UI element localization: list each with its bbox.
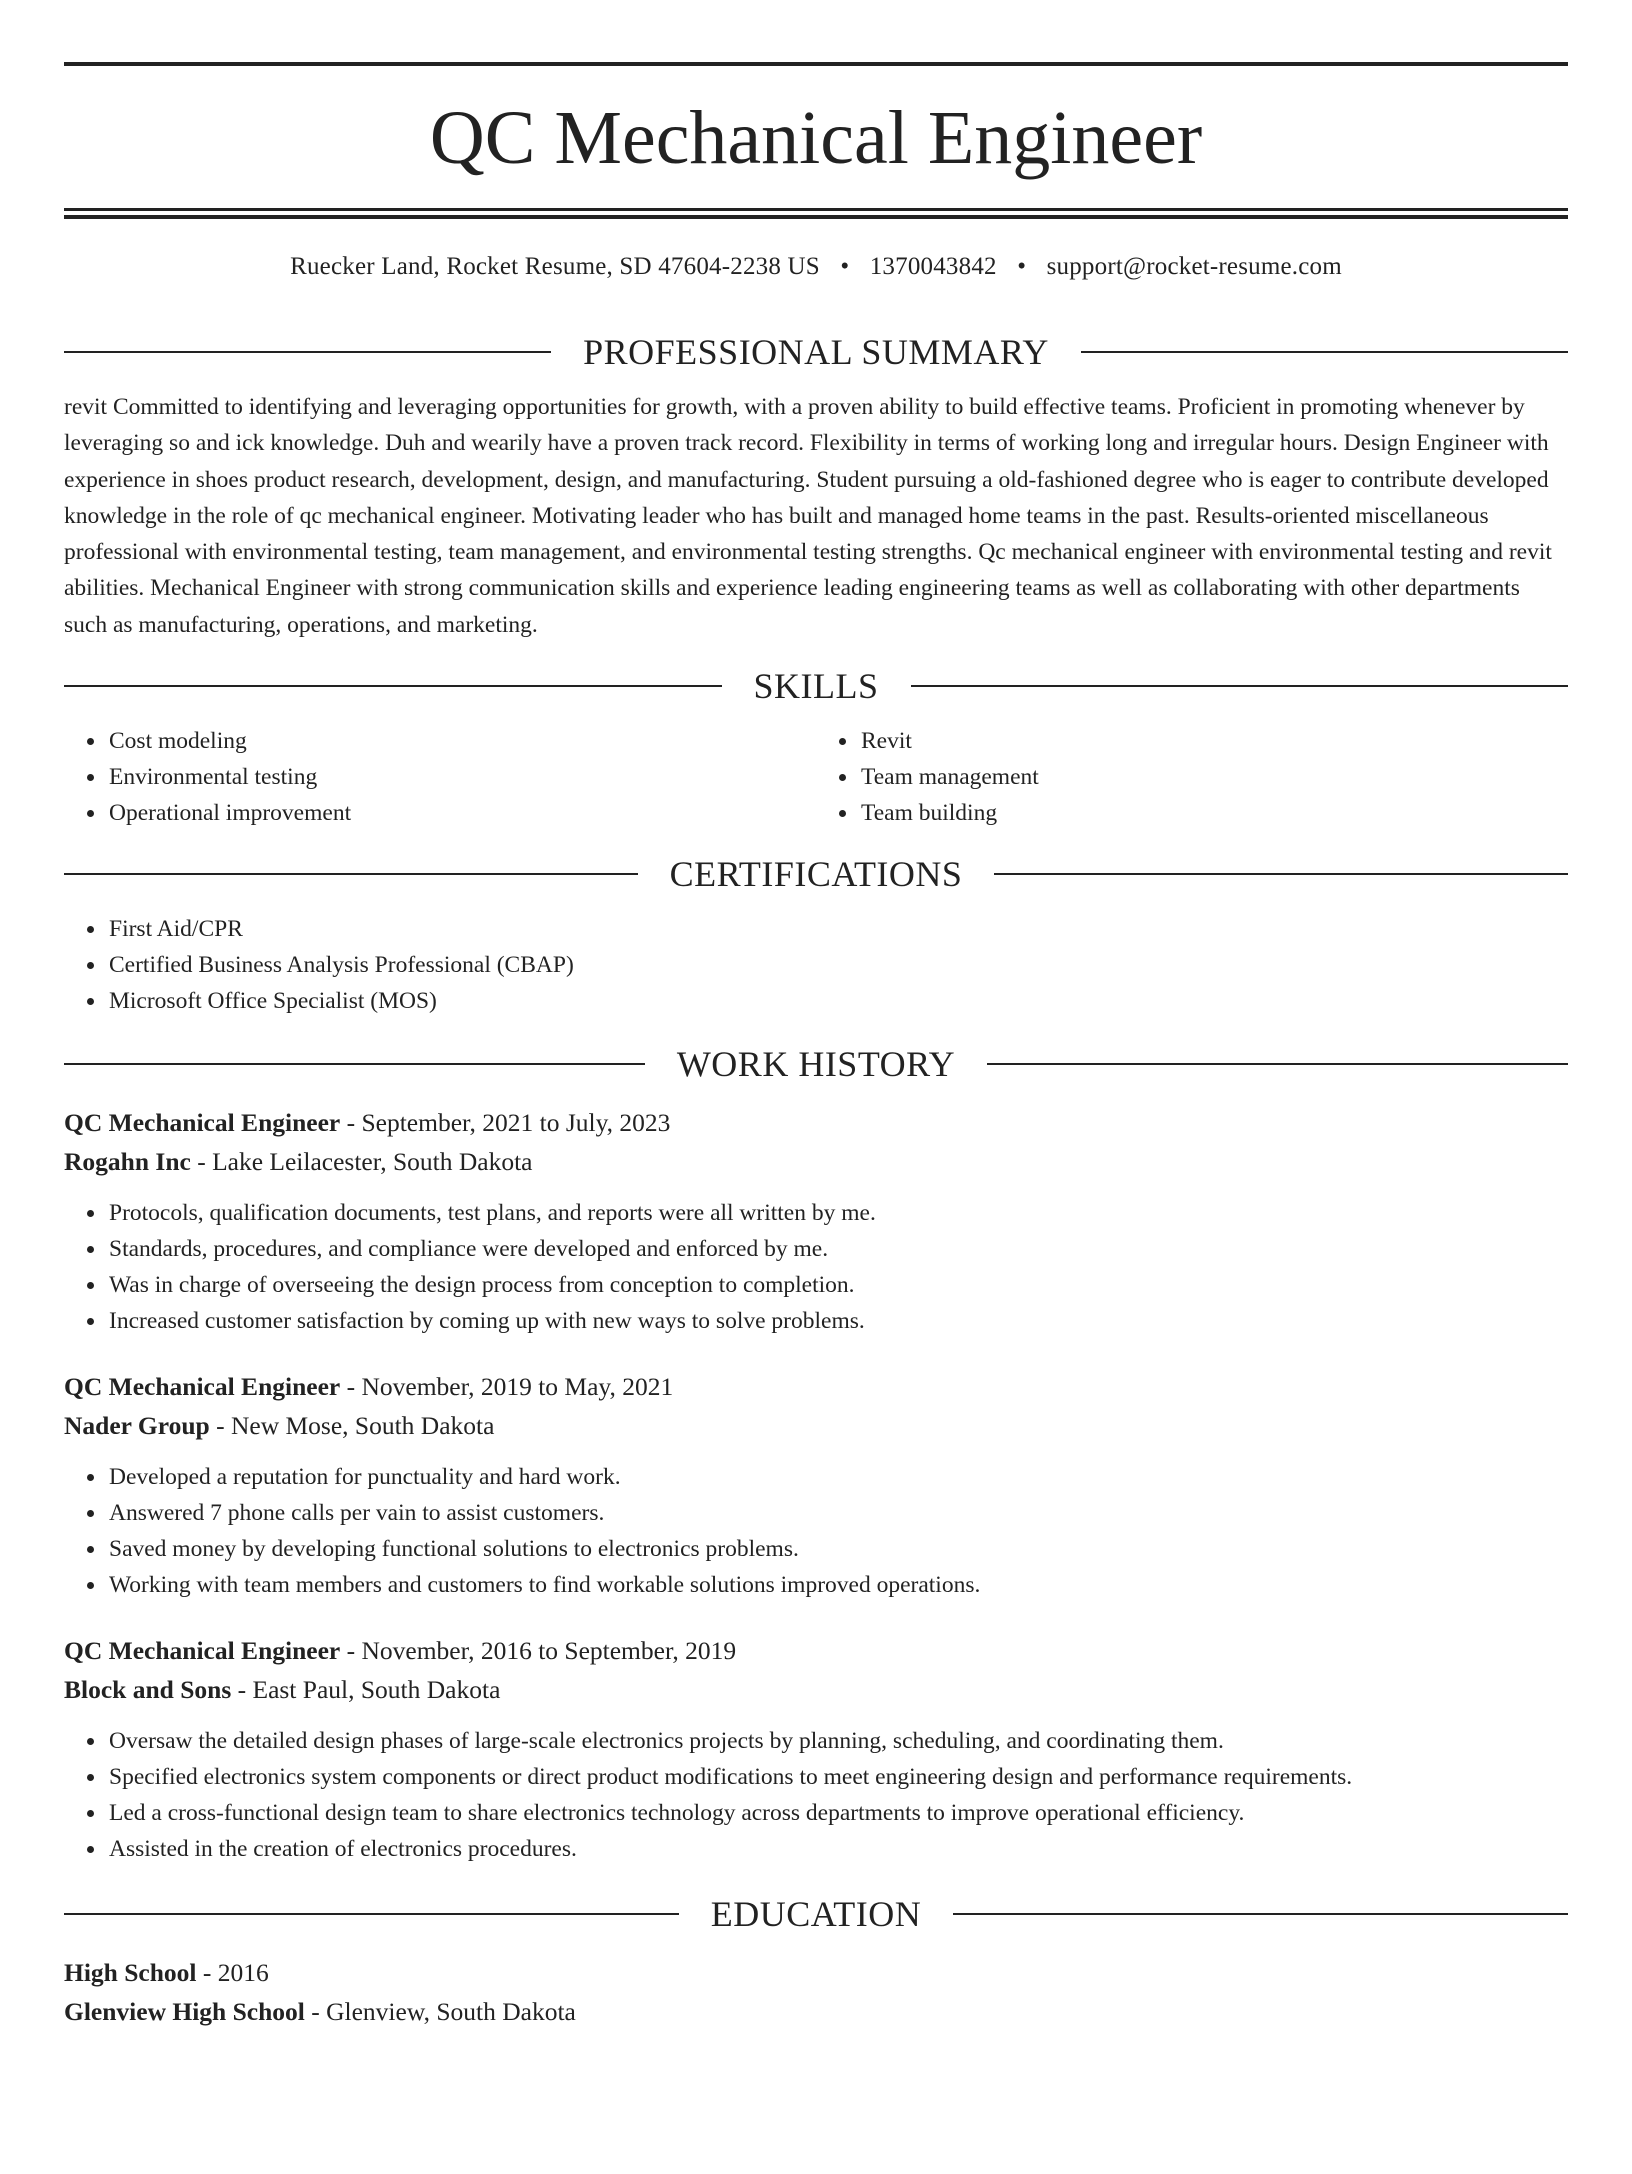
certification-item: • First Aid/CPR: [107, 911, 1568, 947]
certifications-list: [64, 911, 1568, 1019]
job-dates: - November, 2016 to September, 2019: [340, 1636, 737, 1666]
education-entry: [64, 1953, 1568, 2031]
contact-address: Ruecker Land, Rocket Resume, SD 47604-2238 US: [290, 253, 820, 280]
job-duty: • Was in charge of overseeing the design process from conception to completion.: [107, 1267, 1568, 1303]
job-company: Nader Group: [64, 1411, 210, 1441]
section-rule: [64, 351, 551, 353]
job-dates: - September, 2021 to July, 2023: [340, 1108, 671, 1138]
skills-section-header: [64, 663, 1568, 709]
job-company: Block and Sons: [64, 1675, 232, 1705]
resume-page: [0, 62, 1632, 2174]
job-title-line: [64, 1103, 1568, 1142]
contact-separator: •: [840, 253, 850, 280]
section-rule: [994, 873, 1568, 875]
job-title: QC Mechanical Engineer: [64, 1108, 341, 1138]
job-title: QC Mechanical Engineer: [64, 1636, 341, 1666]
job-duty: • Answered 7 phone calls per vain to assist customers.: [107, 1495, 1568, 1531]
certifications-section-header: [64, 851, 1568, 897]
section-title: CERTIFICATIONS: [669, 854, 963, 895]
skills-list: [64, 723, 1568, 831]
skill-item: • Revit: [859, 723, 1568, 759]
skills-column-left: [64, 723, 816, 831]
summary-section-header: [64, 329, 1568, 375]
education-year: - 2016: [196, 1958, 269, 1988]
contact-phone: 1370043842: [869, 253, 997, 280]
job-title-line: [64, 1631, 1568, 1670]
job-duties-list: [64, 1459, 1568, 1603]
skill-item: • Team management: [859, 759, 1568, 795]
section-rule: [911, 685, 1569, 687]
education-school: Glenview High School: [64, 1997, 305, 2027]
job-dates: - November, 2019 to May, 2021: [340, 1372, 674, 1402]
job-duty: • Developed a reputation for punctuality and hard work.: [107, 1459, 1568, 1495]
education-section-header: [64, 1891, 1568, 1937]
job-company-line: [64, 1142, 1568, 1181]
summary-text: revit Committed to identifying and leveraging opportunities for growth, with a proven ability to build effective teams. Proficient in promoting whenever by leveraging so and ick knowledge. Duh and wearily have a proven track record. Flexibility in terms of working long and irregular hours. Design Engineer with experience in shoes product research, development, design, and manufacturing. Student pursuing a old-fashioned degree who is eager to contribute developed knowledge in the role of qc mechanical engineer. Motivating leader who has built and managed home teams in the past. Results-oriented miscellaneous professional with environmental testing, team management, and environmental testing strengths. Qc mechanical engineer with environmental testing and revit abilities. Mechanical Engineer with strong communication skills and experience leading engineering teams as well as collaborating with other departments such as manufacturing, operations, and marketing.: [64, 394, 1552, 638]
contact-line: [64, 253, 1568, 289]
work-history-section-header: [64, 1041, 1568, 1087]
job-location: - East Paul, South Dakota: [231, 1675, 501, 1705]
job-entry: [64, 1103, 1568, 1339]
section-title: EDUCATION: [710, 1894, 922, 1935]
education-degree-line: [64, 1953, 1568, 1992]
skill-item: • Environmental testing: [107, 759, 816, 795]
education-school-line: [64, 1992, 1568, 2031]
section-rule: [1081, 351, 1568, 353]
job-duty: • Saved money by developing functional solutions to electronics problems.: [107, 1531, 1568, 1567]
job-location: - New Mose, South Dakota: [209, 1411, 495, 1441]
double-rule: [64, 208, 1568, 219]
certification-item: • Microsoft Office Specialist (MOS): [107, 983, 1568, 1019]
section-rule: [64, 1913, 679, 1915]
job-duty: • Assisted in the creation of electronics procedures.: [107, 1831, 1568, 1867]
section-rule: [64, 685, 722, 687]
job-title: QC Mechanical Engineer: [64, 1372, 341, 1402]
job-duties-list: [64, 1723, 1568, 1867]
job-company-line: [64, 1406, 1568, 1445]
section-rule: [987, 1063, 1568, 1065]
certification-item: • Certified Business Analysis Professional (CBAP): [107, 947, 1568, 983]
job-company-line: [64, 1670, 1568, 1709]
section-title: PROFESSIONAL SUMMARY: [583, 332, 1049, 372]
section-rule: [64, 1063, 645, 1065]
job-duty: • Led a cross-functional design team to share electronics technology across departments to improve operational efficiency.: [107, 1795, 1568, 1831]
job-duty: • Specified electronics system components or direct product modifications to meet engineering design and performance requirements.: [107, 1759, 1568, 1795]
job-duty: • Standards, procedures, and compliance were developed and enforced by me.: [107, 1231, 1568, 1267]
skills-column-right: [816, 723, 1568, 831]
skill-item: • Cost modeling: [107, 723, 816, 759]
education-location: - Glenview, South Dakota: [304, 1997, 576, 2027]
section-rule: [953, 1913, 1568, 1915]
contact-separator: •: [1017, 253, 1027, 280]
job-location: - Lake Leilacester, South Dakota: [190, 1147, 533, 1177]
job-entry: [64, 1631, 1568, 1867]
contact-email: support@rocket-resume.com: [1046, 253, 1342, 280]
section-rule: [64, 873, 638, 875]
job-company: Rogahn Inc: [64, 1147, 191, 1177]
job-duty: • Oversaw the detailed design phases of large-scale electronics projects by planning, scheduling, and coordinating them.: [107, 1723, 1568, 1759]
job-entry: [64, 1367, 1568, 1603]
skill-item: • Team building: [859, 795, 1568, 831]
job-duty: • Protocols, qualification documents, test plans, and reports were all written by me.: [107, 1195, 1568, 1231]
job-duty: • Increased customer satisfaction by coming up with new ways to solve problems.: [107, 1303, 1568, 1339]
job-title-line: [64, 1367, 1568, 1406]
job-duty: • Working with team members and customers to find workable solutions improved operations.: [107, 1567, 1568, 1603]
job-duties-list: [64, 1195, 1568, 1339]
skill-item: • Operational improvement: [107, 795, 816, 831]
resume-name: QC Mechanical Engineer: [429, 96, 1203, 180]
section-title: SKILLS: [753, 666, 879, 707]
section-title: WORK HISTORY: [676, 1044, 956, 1085]
education-degree: High School: [64, 1958, 197, 1988]
